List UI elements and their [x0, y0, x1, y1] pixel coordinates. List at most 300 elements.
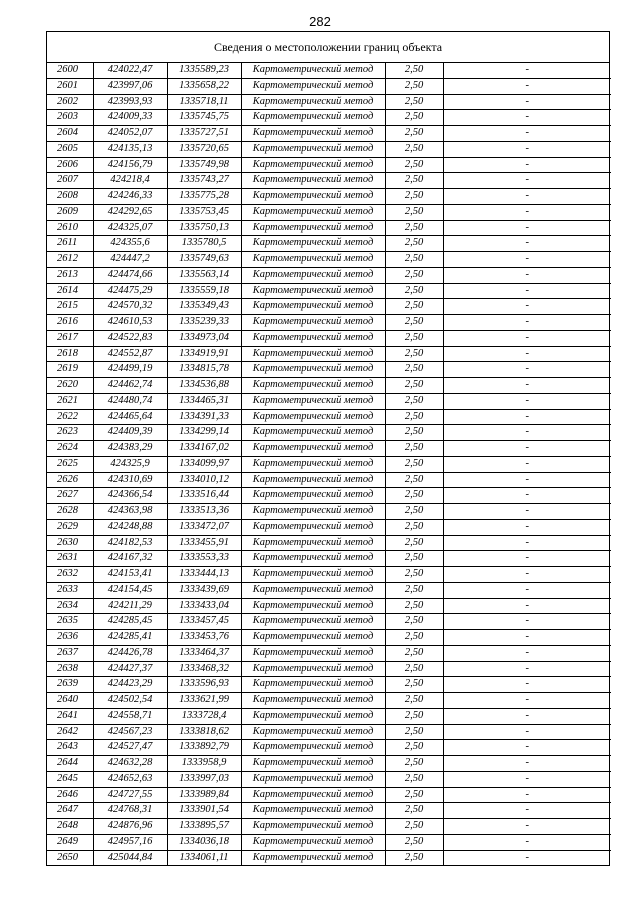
- x-coordinate-cell: 424310,69: [93, 472, 167, 488]
- accuracy-cell: 2,50: [385, 157, 443, 173]
- y-coordinate-cell: 1335743,27: [167, 173, 241, 189]
- table-row: [47, 630, 611, 646]
- table-row: [47, 787, 611, 803]
- description-cell: -: [443, 598, 611, 614]
- boundary-points-table: [47, 63, 611, 865]
- x-coordinate-cell: 424502,54: [93, 693, 167, 709]
- description-cell: -: [443, 582, 611, 598]
- method-cell: Картометрический метод: [241, 252, 385, 268]
- description-cell: -: [443, 504, 611, 520]
- description-cell: -: [443, 677, 611, 693]
- table-row: [47, 126, 611, 142]
- table-row: [47, 708, 611, 724]
- accuracy-cell: 2,50: [385, 756, 443, 772]
- y-coordinate-cell: 1333516,44: [167, 488, 241, 504]
- accuracy-cell: 2,50: [385, 724, 443, 740]
- description-cell: -: [443, 535, 611, 551]
- method-cell: Картометрический метод: [241, 630, 385, 646]
- table-row: [47, 378, 611, 394]
- y-coordinate-cell: 1333621,99: [167, 693, 241, 709]
- accuracy-cell: 2,50: [385, 535, 443, 551]
- x-coordinate-cell: 424325,9: [93, 456, 167, 472]
- y-coordinate-cell: 1333895,57: [167, 819, 241, 835]
- accuracy-cell: 2,50: [385, 283, 443, 299]
- description-cell: -: [443, 330, 611, 346]
- description-cell: -: [443, 299, 611, 315]
- x-coordinate-cell: 424285,45: [93, 614, 167, 630]
- x-coordinate-cell: 424022,47: [93, 63, 167, 78]
- description-cell: -: [443, 236, 611, 252]
- table-row: [47, 204, 611, 220]
- x-coordinate-cell: 424499,19: [93, 362, 167, 378]
- table-row: [47, 283, 611, 299]
- description-cell: -: [443, 614, 611, 630]
- y-coordinate-cell: 1334919,91: [167, 346, 241, 362]
- accuracy-cell: 2,50: [385, 252, 443, 268]
- description-cell: -: [443, 204, 611, 220]
- table-row: [47, 409, 611, 425]
- y-coordinate-cell: 1335780,5: [167, 236, 241, 252]
- description-cell: -: [443, 693, 611, 709]
- point-number-cell: 2633: [47, 582, 93, 598]
- description-cell: -: [443, 94, 611, 110]
- accuracy-cell: 2,50: [385, 834, 443, 850]
- x-coordinate-cell: 424248,88: [93, 519, 167, 535]
- y-coordinate-cell: 1335749,63: [167, 252, 241, 268]
- table-row: [47, 299, 611, 315]
- table-row: [47, 362, 611, 378]
- table-row: [47, 330, 611, 346]
- point-number-cell: 2629: [47, 519, 93, 535]
- description-cell: -: [443, 472, 611, 488]
- accuracy-cell: 2,50: [385, 677, 443, 693]
- point-number-cell: 2649: [47, 834, 93, 850]
- x-coordinate-cell: 424567,23: [93, 724, 167, 740]
- table-body: [47, 63, 611, 865]
- description-cell: -: [443, 756, 611, 772]
- accuracy-cell: 2,50: [385, 582, 443, 598]
- point-number-cell: 2618: [47, 346, 93, 362]
- x-coordinate-cell: 424552,87: [93, 346, 167, 362]
- accuracy-cell: 2,50: [385, 189, 443, 205]
- y-coordinate-cell: 1334299,14: [167, 425, 241, 441]
- table-row: [47, 63, 611, 78]
- method-cell: Картометрический метод: [241, 78, 385, 94]
- method-cell: Картометрический метод: [241, 740, 385, 756]
- y-coordinate-cell: 1335563,14: [167, 267, 241, 283]
- x-coordinate-cell: 424135,13: [93, 141, 167, 157]
- accuracy-cell: 2,50: [385, 661, 443, 677]
- y-coordinate-cell: 1335775,28: [167, 189, 241, 205]
- method-cell: Картометрический метод: [241, 441, 385, 457]
- y-coordinate-cell: 1334061,11: [167, 850, 241, 865]
- method-cell: Картометрический метод: [241, 519, 385, 535]
- y-coordinate-cell: 1333513,36: [167, 504, 241, 520]
- table-row: [47, 267, 611, 283]
- method-cell: Картометрический метод: [241, 787, 385, 803]
- method-cell: Картометрический метод: [241, 63, 385, 78]
- description-cell: -: [443, 220, 611, 236]
- y-coordinate-cell: 1334973,04: [167, 330, 241, 346]
- method-cell: Картометрический метод: [241, 661, 385, 677]
- point-number-cell: 2644: [47, 756, 93, 772]
- point-number-cell: 2643: [47, 740, 93, 756]
- method-cell: Картометрический метод: [241, 393, 385, 409]
- description-cell: -: [443, 346, 611, 362]
- x-coordinate-cell: 424366,54: [93, 488, 167, 504]
- table-title: Сведения о местоположении границ объекта: [47, 32, 609, 63]
- x-coordinate-cell: 424522,83: [93, 330, 167, 346]
- point-number-cell: 2621: [47, 393, 93, 409]
- description-cell: -: [443, 488, 611, 504]
- y-coordinate-cell: 1335658,22: [167, 78, 241, 94]
- description-cell: -: [443, 551, 611, 567]
- x-coordinate-cell: 424182,53: [93, 535, 167, 551]
- accuracy-cell: 2,50: [385, 346, 443, 362]
- y-coordinate-cell: 1333455,91: [167, 535, 241, 551]
- y-coordinate-cell: 1335720,65: [167, 141, 241, 157]
- method-cell: Картометрический метод: [241, 378, 385, 394]
- description-cell: -: [443, 425, 611, 441]
- y-coordinate-cell: 1333989,84: [167, 787, 241, 803]
- y-coordinate-cell: 1335750,13: [167, 220, 241, 236]
- table-row: [47, 645, 611, 661]
- table-row: [47, 504, 611, 520]
- description-cell: -: [443, 189, 611, 205]
- point-number-cell: 2615: [47, 299, 93, 315]
- x-coordinate-cell: 424292,65: [93, 204, 167, 220]
- x-coordinate-cell: 425044,84: [93, 850, 167, 865]
- description-cell: -: [443, 63, 611, 78]
- boundary-table-sheet: [46, 31, 610, 866]
- x-coordinate-cell: 424009,33: [93, 110, 167, 126]
- table-row: [47, 441, 611, 457]
- table-row: [47, 740, 611, 756]
- point-number-cell: 2622: [47, 409, 93, 425]
- x-coordinate-cell: 424325,07: [93, 220, 167, 236]
- y-coordinate-cell: 1333596,93: [167, 677, 241, 693]
- table-row: [47, 456, 611, 472]
- method-cell: Картометрический метод: [241, 551, 385, 567]
- table-row: [47, 346, 611, 362]
- method-cell: Картометрический метод: [241, 141, 385, 157]
- accuracy-cell: 2,50: [385, 78, 443, 94]
- point-number-cell: 2608: [47, 189, 93, 205]
- method-cell: Картометрический метод: [241, 110, 385, 126]
- point-number-cell: 2602: [47, 94, 93, 110]
- accuracy-cell: 2,50: [385, 472, 443, 488]
- method-cell: Картометрический метод: [241, 834, 385, 850]
- point-number-cell: 2647: [47, 803, 93, 819]
- point-number-cell: 2609: [47, 204, 93, 220]
- description-cell: -: [443, 834, 611, 850]
- description-cell: -: [443, 283, 611, 299]
- description-cell: -: [443, 819, 611, 835]
- table-row: [47, 850, 611, 865]
- description-cell: -: [443, 771, 611, 787]
- y-coordinate-cell: 1333958,9: [167, 756, 241, 772]
- accuracy-cell: 2,50: [385, 299, 443, 315]
- accuracy-cell: 2,50: [385, 740, 443, 756]
- description-cell: -: [443, 315, 611, 331]
- point-number-cell: 2630: [47, 535, 93, 551]
- description-cell: -: [443, 173, 611, 189]
- method-cell: Картометрический метод: [241, 157, 385, 173]
- point-number-cell: 2646: [47, 787, 93, 803]
- description-cell: -: [443, 409, 611, 425]
- point-number-cell: 2616: [47, 315, 93, 331]
- table-row: [47, 393, 611, 409]
- x-coordinate-cell: 424465,64: [93, 409, 167, 425]
- x-coordinate-cell: 424167,32: [93, 551, 167, 567]
- method-cell: Картометрический метод: [241, 94, 385, 110]
- point-number-cell: 2620: [47, 378, 93, 394]
- accuracy-cell: 2,50: [385, 267, 443, 283]
- x-coordinate-cell: 424727,55: [93, 787, 167, 803]
- y-coordinate-cell: 1335349,43: [167, 299, 241, 315]
- accuracy-cell: 2,50: [385, 803, 443, 819]
- table-row: [47, 472, 611, 488]
- method-cell: Картометрический метод: [241, 189, 385, 205]
- description-cell: -: [443, 630, 611, 646]
- method-cell: Картометрический метод: [241, 330, 385, 346]
- table-row: [47, 189, 611, 205]
- accuracy-cell: 2,50: [385, 519, 443, 535]
- table-row: [47, 94, 611, 110]
- method-cell: Картометрический метод: [241, 504, 385, 520]
- method-cell: Картометрический метод: [241, 236, 385, 252]
- x-coordinate-cell: 424153,41: [93, 567, 167, 583]
- x-coordinate-cell: 424409,39: [93, 425, 167, 441]
- method-cell: Картометрический метод: [241, 567, 385, 583]
- point-number-cell: 2623: [47, 425, 93, 441]
- point-number-cell: 2625: [47, 456, 93, 472]
- accuracy-cell: 2,50: [385, 488, 443, 504]
- point-number-cell: 2624: [47, 441, 93, 457]
- table-row: [47, 834, 611, 850]
- x-coordinate-cell: 424462,74: [93, 378, 167, 394]
- method-cell: Картометрический метод: [241, 614, 385, 630]
- accuracy-cell: 2,50: [385, 63, 443, 78]
- point-number-cell: 2638: [47, 661, 93, 677]
- table-row: [47, 173, 611, 189]
- accuracy-cell: 2,50: [385, 315, 443, 331]
- table-row: [47, 519, 611, 535]
- method-cell: Картометрический метод: [241, 283, 385, 299]
- x-coordinate-cell: 423997,06: [93, 78, 167, 94]
- method-cell: Картометрический метод: [241, 693, 385, 709]
- description-cell: -: [443, 708, 611, 724]
- description-cell: -: [443, 787, 611, 803]
- description-cell: -: [443, 267, 611, 283]
- y-coordinate-cell: 1333464,37: [167, 645, 241, 661]
- method-cell: Картометрический метод: [241, 299, 385, 315]
- y-coordinate-cell: 1333439,69: [167, 582, 241, 598]
- table-row: [47, 693, 611, 709]
- method-cell: Картометрический метод: [241, 708, 385, 724]
- accuracy-cell: 2,50: [385, 393, 443, 409]
- y-coordinate-cell: 1333553,33: [167, 551, 241, 567]
- table-row: [47, 819, 611, 835]
- point-number-cell: 2610: [47, 220, 93, 236]
- method-cell: Картометрический метод: [241, 362, 385, 378]
- table-row: [47, 724, 611, 740]
- x-coordinate-cell: 424527,47: [93, 740, 167, 756]
- y-coordinate-cell: 1335745,75: [167, 110, 241, 126]
- accuracy-cell: 2,50: [385, 504, 443, 520]
- table-row: [47, 425, 611, 441]
- x-coordinate-cell: 424475,29: [93, 283, 167, 299]
- accuracy-cell: 2,50: [385, 598, 443, 614]
- description-cell: -: [443, 252, 611, 268]
- method-cell: Картометрический метод: [241, 409, 385, 425]
- accuracy-cell: 2,50: [385, 787, 443, 803]
- description-cell: -: [443, 519, 611, 535]
- accuracy-cell: 2,50: [385, 425, 443, 441]
- table-row: [47, 551, 611, 567]
- y-coordinate-cell: 1335749,98: [167, 157, 241, 173]
- description-cell: -: [443, 362, 611, 378]
- table-row: [47, 614, 611, 630]
- point-number-cell: 2640: [47, 693, 93, 709]
- x-coordinate-cell: 424610,53: [93, 315, 167, 331]
- table-row: [47, 803, 611, 819]
- description-cell: -: [443, 157, 611, 173]
- x-coordinate-cell: 424154,45: [93, 582, 167, 598]
- point-number-cell: 2600: [47, 63, 93, 78]
- y-coordinate-cell: 1333468,32: [167, 661, 241, 677]
- y-coordinate-cell: 1333892,79: [167, 740, 241, 756]
- point-number-cell: 2607: [47, 173, 93, 189]
- description-cell: -: [443, 456, 611, 472]
- x-coordinate-cell: 424558,71: [93, 708, 167, 724]
- x-coordinate-cell: 424652,63: [93, 771, 167, 787]
- accuracy-cell: 2,50: [385, 614, 443, 630]
- y-coordinate-cell: 1335718,11: [167, 94, 241, 110]
- accuracy-cell: 2,50: [385, 630, 443, 646]
- table-row: [47, 535, 611, 551]
- table-row: [47, 756, 611, 772]
- description-cell: -: [443, 724, 611, 740]
- y-coordinate-cell: 1333728,4: [167, 708, 241, 724]
- x-coordinate-cell: 424876,96: [93, 819, 167, 835]
- y-coordinate-cell: 1334167,02: [167, 441, 241, 457]
- x-coordinate-cell: 423993,93: [93, 94, 167, 110]
- table-row: [47, 236, 611, 252]
- x-coordinate-cell: 424246,33: [93, 189, 167, 205]
- accuracy-cell: 2,50: [385, 693, 443, 709]
- x-coordinate-cell: 424447,2: [93, 252, 167, 268]
- method-cell: Картометрический метод: [241, 220, 385, 236]
- accuracy-cell: 2,50: [385, 173, 443, 189]
- point-number-cell: 2631: [47, 551, 93, 567]
- y-coordinate-cell: 1335559,18: [167, 283, 241, 299]
- accuracy-cell: 2,50: [385, 236, 443, 252]
- description-cell: -: [443, 141, 611, 157]
- method-cell: Картометрический метод: [241, 850, 385, 865]
- y-coordinate-cell: 1334391,33: [167, 409, 241, 425]
- accuracy-cell: 2,50: [385, 456, 443, 472]
- point-number-cell: 2603: [47, 110, 93, 126]
- description-cell: -: [443, 645, 611, 661]
- point-number-cell: 2619: [47, 362, 93, 378]
- table-row: [47, 157, 611, 173]
- x-coordinate-cell: 424427,37: [93, 661, 167, 677]
- method-cell: Картометрический метод: [241, 771, 385, 787]
- accuracy-cell: 2,50: [385, 204, 443, 220]
- x-coordinate-cell: 424355,6: [93, 236, 167, 252]
- description-cell: -: [443, 661, 611, 677]
- point-number-cell: 2605: [47, 141, 93, 157]
- table-row: [47, 78, 611, 94]
- table-row: [47, 567, 611, 583]
- accuracy-cell: 2,50: [385, 330, 443, 346]
- accuracy-cell: 2,50: [385, 819, 443, 835]
- method-cell: Картометрический метод: [241, 803, 385, 819]
- x-coordinate-cell: 424363,98: [93, 504, 167, 520]
- description-cell: -: [443, 740, 611, 756]
- accuracy-cell: 2,50: [385, 126, 443, 142]
- table-row: [47, 598, 611, 614]
- x-coordinate-cell: 424570,32: [93, 299, 167, 315]
- description-cell: -: [443, 441, 611, 457]
- description-cell: -: [443, 78, 611, 94]
- accuracy-cell: 2,50: [385, 567, 443, 583]
- method-cell: Картометрический метод: [241, 267, 385, 283]
- table-row: [47, 661, 611, 677]
- accuracy-cell: 2,50: [385, 141, 443, 157]
- point-number-cell: 2628: [47, 504, 93, 520]
- point-number-cell: 2648: [47, 819, 93, 835]
- y-coordinate-cell: 1334465,31: [167, 393, 241, 409]
- x-coordinate-cell: 424768,31: [93, 803, 167, 819]
- method-cell: Картометрический метод: [241, 819, 385, 835]
- point-number-cell: 2639: [47, 677, 93, 693]
- accuracy-cell: 2,50: [385, 850, 443, 865]
- accuracy-cell: 2,50: [385, 441, 443, 457]
- y-coordinate-cell: 1334099,97: [167, 456, 241, 472]
- method-cell: Картометрический метод: [241, 425, 385, 441]
- accuracy-cell: 2,50: [385, 708, 443, 724]
- method-cell: Картометрический метод: [241, 173, 385, 189]
- table-row: [47, 110, 611, 126]
- y-coordinate-cell: 1334536,88: [167, 378, 241, 394]
- x-coordinate-cell: 424052,07: [93, 126, 167, 142]
- accuracy-cell: 2,50: [385, 220, 443, 236]
- x-coordinate-cell: 424426,78: [93, 645, 167, 661]
- y-coordinate-cell: 1333472,07: [167, 519, 241, 535]
- table-row: [47, 220, 611, 236]
- method-cell: Картометрический метод: [241, 126, 385, 142]
- table-row: [47, 315, 611, 331]
- method-cell: Картометрический метод: [241, 488, 385, 504]
- table-row: [47, 677, 611, 693]
- y-coordinate-cell: 1333997,03: [167, 771, 241, 787]
- description-cell: -: [443, 126, 611, 142]
- description-cell: -: [443, 803, 611, 819]
- point-number-cell: 2632: [47, 567, 93, 583]
- description-cell: -: [443, 110, 611, 126]
- y-coordinate-cell: 1334815,78: [167, 362, 241, 378]
- point-number-cell: 2642: [47, 724, 93, 740]
- y-coordinate-cell: 1333433,04: [167, 598, 241, 614]
- y-coordinate-cell: 1335589,23: [167, 63, 241, 78]
- point-number-cell: 2614: [47, 283, 93, 299]
- point-number-cell: 2613: [47, 267, 93, 283]
- point-number-cell: 2612: [47, 252, 93, 268]
- table-row: [47, 582, 611, 598]
- table-row: [47, 771, 611, 787]
